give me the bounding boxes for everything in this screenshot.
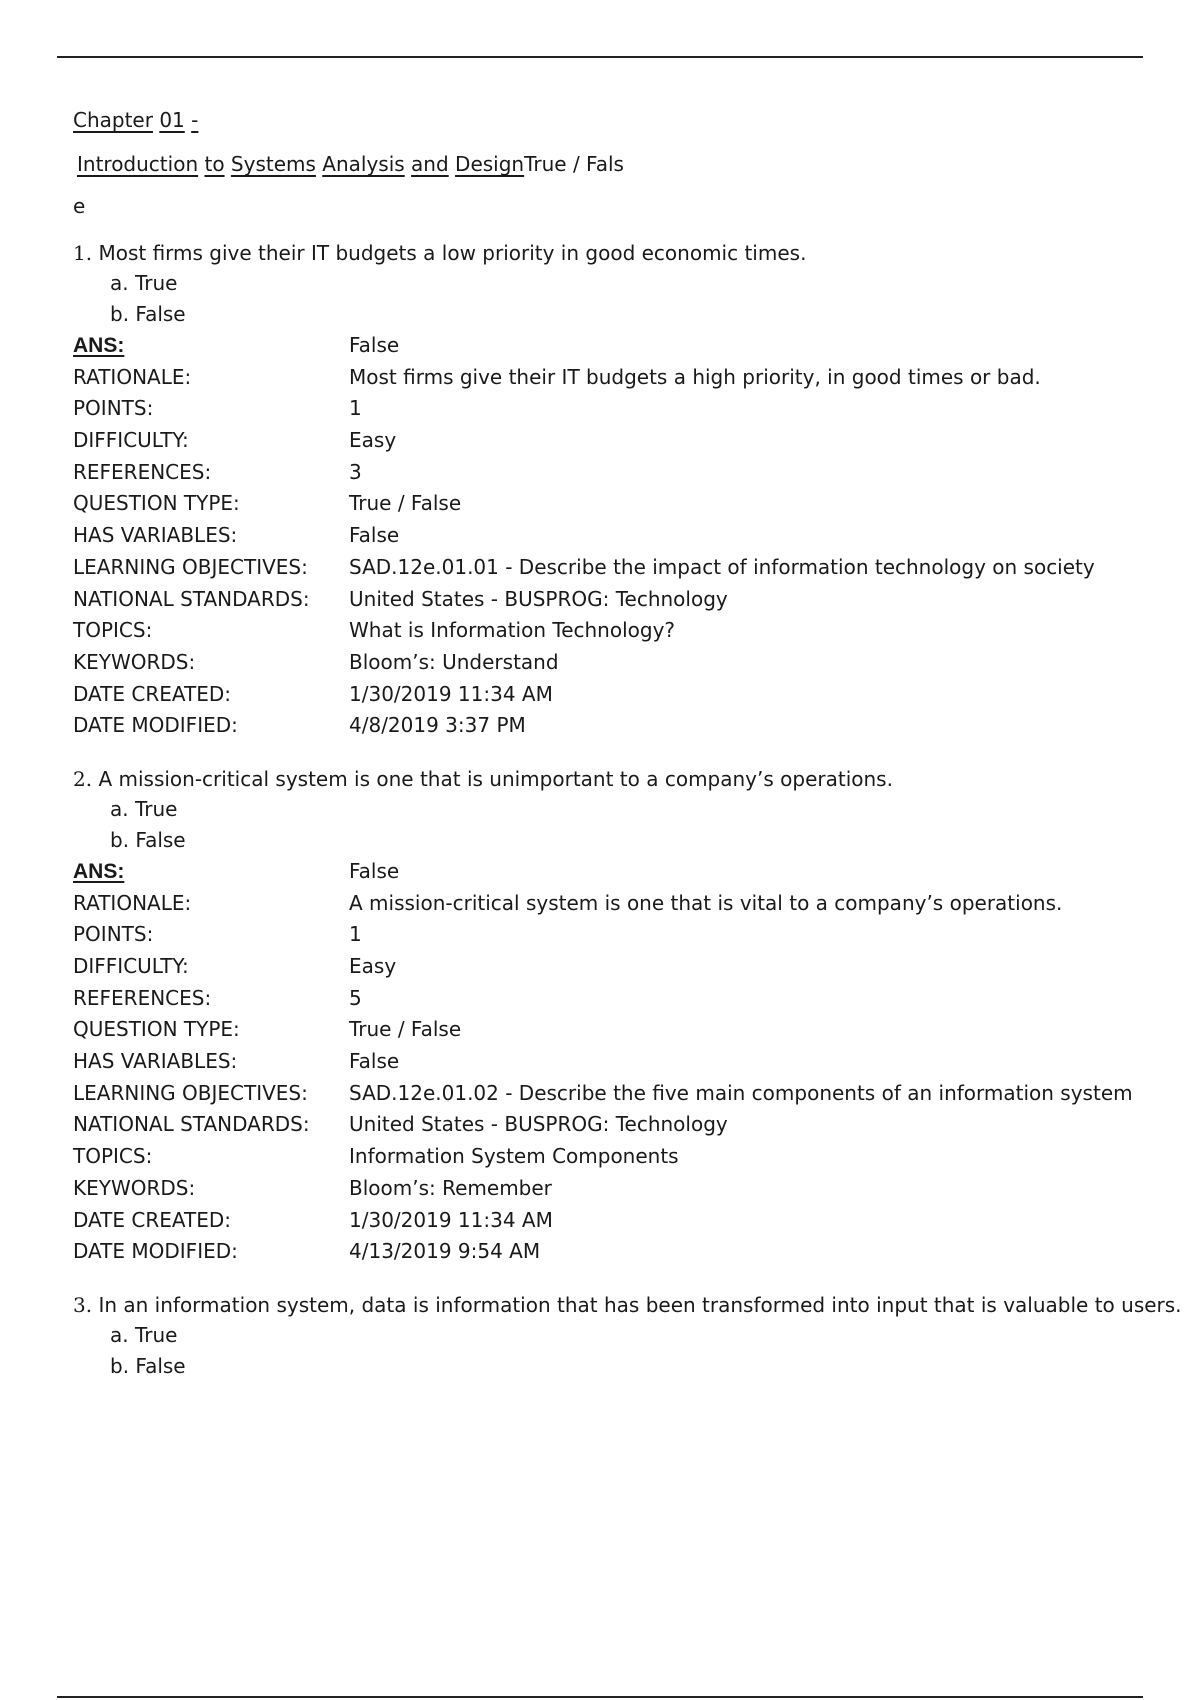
learning-objectives-value: SAD.12e.01.01 - Describe the impact of information technology on society — [349, 554, 1095, 579]
meta-references — [73, 457, 1163, 489]
question-3 — [73, 1290, 1182, 1382]
meta-ans — [73, 856, 1163, 888]
date-created-value: 1/30/2019 11:34 AM — [349, 681, 553, 706]
keywords-value: Bloom’s: Understand — [349, 649, 559, 674]
meta-has-variables — [73, 1046, 1163, 1078]
question-number: 1. — [73, 241, 93, 265]
option-false: b. False — [110, 1353, 186, 1378]
meta-national-standards — [73, 584, 1163, 616]
keywords-label: KEYWORDS: — [73, 649, 196, 674]
difficulty-label: DIFFICULTY: — [73, 428, 189, 453]
national-standards-value: United States - BUSPROG: Technology — [349, 586, 728, 611]
subtitle-word: Design — [455, 152, 525, 176]
meta-rationale — [73, 362, 1163, 394]
has-variables-value: False — [349, 1049, 400, 1074]
references-label: REFERENCES: — [73, 459, 212, 484]
subtitle-word: and — [411, 152, 449, 176]
difficulty-value: Easy — [349, 428, 397, 453]
meta-topics — [73, 615, 1163, 647]
meta-date-modified — [73, 710, 1163, 742]
bottom-rule — [57, 1696, 1143, 1698]
meta-references — [73, 983, 1163, 1015]
question-type-label: QUESTION TYPE: — [73, 1017, 240, 1042]
national-standards-label: NATIONAL STANDARDS: — [73, 586, 310, 611]
question-text: A mission-critical system is one that is unimportant to a company’s operations. — [98, 766, 893, 791]
references-value: 3 — [349, 459, 362, 484]
rationale-label: RATIONALE: — [73, 364, 192, 389]
ans-label: ANS: — [73, 859, 125, 883]
difficulty-value: Easy — [349, 954, 397, 978]
topics-label: TOPICS: — [73, 618, 153, 643]
points-label: POINTS: — [73, 922, 154, 947]
subtitle-word: Introduction — [77, 152, 199, 176]
learning-objectives-value: SAD.12e.01.02 - Describe the five main components of an information system — [349, 1080, 1133, 1105]
references-value: 5 — [349, 985, 362, 1010]
topics-value: What is Information Technology? — [349, 618, 676, 643]
option-true: a. True — [110, 796, 178, 821]
rationale-value: A mission-critical system is one that is vital to a company’s operations. — [349, 890, 1063, 915]
question-type-label: QUESTION TYPE: — [73, 491, 240, 516]
rationale-value: Most firms give their IT budgets a high priority, in good times or bad. — [349, 364, 1041, 389]
question-type-value: True / False — [349, 491, 462, 516]
meta-has-variables — [73, 520, 1163, 552]
has-variables-label: HAS VARIABLES: — [73, 1049, 238, 1074]
meta-question-type — [73, 488, 1163, 520]
references-label: REFERENCES: — [73, 985, 212, 1010]
national-standards-value: United States - BUSPROG: Technology — [349, 1112, 728, 1137]
difficulty-label: DIFFICULTY: — [73, 954, 189, 978]
question-type-value: True / False — [349, 1017, 462, 1042]
meta-learning-objectives — [73, 1078, 1163, 1110]
question-stem — [73, 764, 1163, 794]
meta-points — [73, 393, 1163, 425]
meta-keywords — [73, 647, 1163, 679]
learning-objectives-label: LEARNING OBJECTIVES: — [73, 1080, 308, 1105]
meta-national-standards — [73, 1109, 1163, 1141]
chapter-dash: - — [191, 108, 199, 132]
option-true: a. True — [110, 271, 178, 295]
meta-date-modified — [73, 1236, 1163, 1268]
keywords-value: Bloom’s: Remember — [349, 1175, 552, 1200]
option-false: b. False — [110, 827, 186, 852]
meta-topics — [73, 1141, 1163, 1173]
question-stem — [73, 238, 1163, 268]
question-2 — [73, 764, 1163, 1268]
national-standards-label: NATIONAL STANDARDS: — [73, 1112, 310, 1137]
date-modified-value: 4/8/2019 3:37 PM — [349, 713, 526, 738]
meta-difficulty — [73, 425, 1163, 457]
meta-rationale — [73, 888, 1163, 920]
meta-keywords — [73, 1173, 1163, 1205]
top-rule — [57, 56, 1143, 58]
question-text: In an information system, data is information that has been transformed into input that is valuable to users. — [98, 1292, 1182, 1317]
question-stem — [73, 1290, 1182, 1320]
meta-points — [73, 919, 1163, 951]
points-label: POINTS: — [73, 396, 154, 421]
document-page — [73, 100, 1182, 1382]
topics-label: TOPICS: — [73, 1144, 153, 1169]
subtitle-word: Systems — [230, 152, 316, 176]
points-value: 1 — [349, 922, 362, 947]
section-type-label-tail: e — [73, 194, 86, 218]
rationale-label: RATIONALE: — [73, 890, 192, 915]
date-modified-label: DATE MODIFIED: — [73, 1239, 238, 1264]
option-true: a. True — [110, 1322, 178, 1347]
date-modified-label: DATE MODIFIED: — [73, 713, 238, 738]
keywords-label: KEYWORDS: — [73, 1175, 196, 1200]
points-value: 1 — [349, 396, 362, 421]
meta-difficulty — [73, 951, 1163, 983]
chapter-number: 01 — [159, 108, 185, 132]
question-1 — [73, 238, 1163, 742]
section-type-label: True / Fals — [524, 152, 624, 176]
meta-date-created — [73, 1205, 1163, 1237]
ans-label: ANS: — [73, 334, 125, 357]
date-modified-value: 4/13/2019 9:54 AM — [349, 1239, 541, 1264]
meta-ans — [73, 330, 1163, 362]
ans-value: False — [349, 858, 400, 883]
chapter-subtitle — [77, 144, 1163, 184]
question-number: 2. — [73, 766, 93, 791]
ans-value: False — [349, 333, 400, 357]
option-false: b. False — [110, 302, 186, 326]
subtitle-word: to — [204, 152, 225, 176]
question-text: Most firms give their IT budgets a low priority in good economic times. — [98, 241, 807, 265]
date-created-label: DATE CREATED: — [73, 681, 232, 706]
has-variables-value: False — [349, 523, 400, 548]
question-number: 3. — [73, 1292, 93, 1317]
date-created-label: DATE CREATED: — [73, 1207, 232, 1232]
meta-learning-objectives — [73, 552, 1163, 584]
subtitle-word: Analysis — [322, 152, 405, 176]
topics-value: Information System Components — [349, 1144, 679, 1169]
meta-date-created — [73, 679, 1163, 711]
chapter-word: Chapter — [73, 108, 153, 132]
date-created-value: 1/30/2019 11:34 AM — [349, 1207, 553, 1232]
learning-objectives-label: LEARNING OBJECTIVES: — [73, 554, 308, 579]
chapter-title — [73, 100, 1163, 140]
meta-question-type — [73, 1014, 1163, 1046]
has-variables-label: HAS VARIABLES: — [73, 523, 238, 548]
